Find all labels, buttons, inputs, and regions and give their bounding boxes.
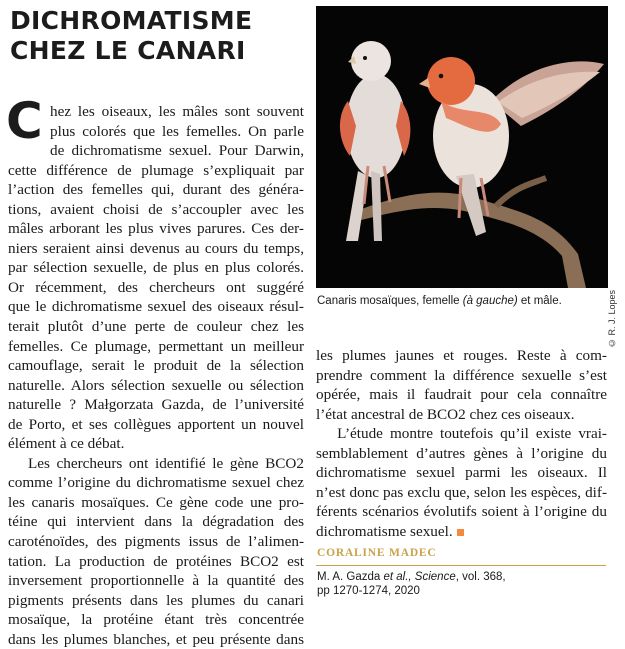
end-of-article-mark [457,529,464,536]
branch-twig [496,178,546,206]
text-line: camouflage, serait le produit de la sélection [8,357,304,375]
text-line: les plumes jaunes et rouges. Reste à com- [316,347,607,364]
text-line: de dichromatisme sexuel. Pour Darwin, [50,142,304,160]
text-line: hez les oiseaux, les mâles sont souvent [50,103,304,120]
canaries-photo [316,6,608,288]
text-line: tation. La production de protéines BCO2 est [8,552,304,570]
divider [316,565,606,566]
text-line: caroténoïdes, des pigments issus de l’alimen- [8,533,304,551]
text-line: mâles arborant les plus vives parures. Ces der- [8,220,304,238]
reference-pages: pp 1270-1274, 2020 [317,585,420,597]
author-name: CORALINE MADEC [317,547,437,559]
reference-etal: et al. [383,571,409,583]
text-line: Les chercheurs ont identifié le gène BCO2 [8,454,304,472]
text-line: Or récemment, des chercheurs ont suggéré [8,278,304,296]
article-title [10,6,310,66]
text-line: opérée, mais il faudrait pour cela connaître [316,386,607,404]
text-line: férents scénarios évolutifs soient à l’origine du [316,503,607,521]
text-line: que le dichromatisme sexuel des oiseaux résul- [8,298,304,316]
canaries-illustration [316,6,608,288]
caption-text: Canaris mosaïques, femelle [317,295,463,307]
text-line: par sélection sexuelle, de plus en plus colorés. [8,259,304,277]
text-line: naturelle. Alors sélection sexuelle ou sélection [8,376,304,394]
text-line: élément à ce débat. [8,435,125,453]
text-line: de Porto, et ses collègues apportent un nouvel [8,415,304,433]
text-line: semblablement d’autres gènes à l’origine du [316,444,607,462]
reference-journal: , Science [408,571,456,583]
text-line: cette différence de plumage s’expliquait par [8,161,304,179]
drop-cap: C [6,92,43,150]
text-line: terait plutôt d’une perte de couleur chez les [8,318,304,336]
text-line: pigments présents dans les plumes du canari [8,591,304,609]
text-line: niers seraient ainsi devenus au cours du temps, [8,239,304,257]
caption-italic: (à gauche) [462,295,518,307]
text-line: comme l’origine du dichromatisme sexuel chez [8,474,304,492]
right-column [316,346,607,541]
title-line-2: CHEZ LE CANARI [10,36,246,65]
reference [317,570,607,598]
text-line: prendre comment la différence sexuelle s’est [316,366,607,384]
text-line: naturelle ? Małgorzata Gazda, de l’université [8,396,304,414]
text-line: les canaris mosaïques. Ce gène code une pro- [8,493,304,511]
photo-caption [317,294,607,309]
text-line [316,522,607,542]
text-line: n’est donc pas exclu que, selon les espèces, dif- [316,483,607,501]
text-line: dans les plumes blanches, et peu présente dans [8,630,304,648]
text-line: femelles. Ce plumage, permettant un meilleur [8,337,304,355]
text-line: plus colorés que les femelles. On parle [50,122,304,140]
left-column [8,102,304,649]
title-line-1: DICHROMATISME [10,6,253,35]
reference-authors: M. A. Gazda [317,571,384,583]
text-line: l’action des femelles qui, durant des généra- [8,181,304,199]
reference-volume: , vol. 368, [455,571,506,583]
photo-credit: © R. J. Lopes [607,290,617,349]
text-line: L’étude montre toutefois qu’il existe vrai- [316,425,607,443]
text-line: l’état ancestral de BCO2 chez ces oiseaux. [316,405,575,423]
text-line: tions, avaient choisi de s’accoupler avec les [8,200,304,218]
text-line: inversement proportionnelle à la quantité des [8,572,304,590]
text-line: dichromatisme sexuel parmi les oiseaux. Il [316,464,607,482]
text-line: mosaïque, la protéine étant très concentrée [8,611,304,629]
caption-tail: et mâle. [517,295,562,307]
closing-text: dichromatisme sexuel. [316,522,453,540]
text-line: téine qui intervient dans la dégradation des [8,513,304,531]
